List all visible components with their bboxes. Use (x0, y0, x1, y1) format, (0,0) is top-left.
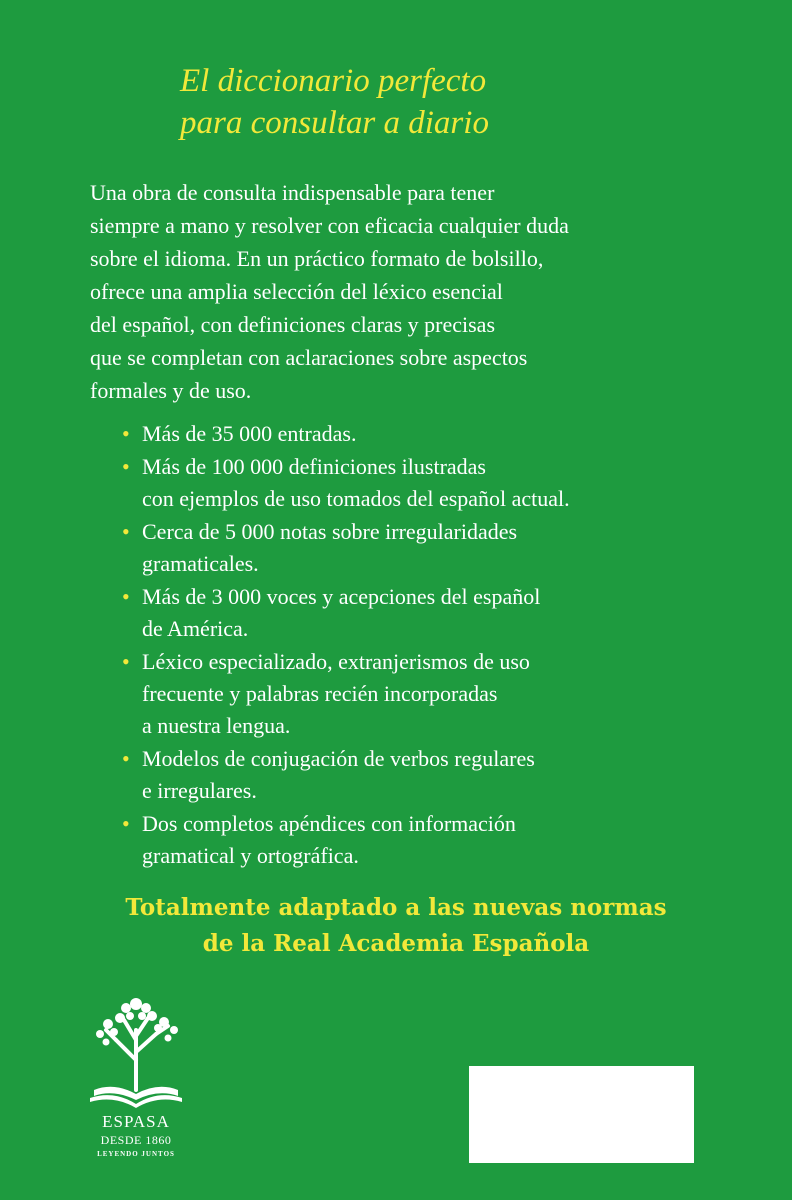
bullet-icon: • (122, 519, 130, 544)
feature-line: Dos completos apéndices con información (142, 811, 516, 836)
feature-line: a nuestra lengua. (142, 713, 291, 738)
feature-item (120, 516, 720, 580)
feature-item (120, 418, 720, 450)
bullet-icon: • (122, 811, 130, 836)
bullet-icon: • (122, 421, 130, 446)
feature-line: de América. (142, 616, 249, 641)
feature-item (120, 451, 720, 515)
feature-line: Modelos de conjugación de verbos regulares (142, 746, 535, 771)
intro-line: sobre el idioma. En un práctico formato de bolsillo, (90, 246, 544, 271)
intro-paragraph (90, 176, 710, 407)
bullet-icon: • (122, 649, 130, 674)
rae-notice (0, 890, 792, 962)
intro-line: Una obra de consulta indispensable para tener (90, 180, 495, 205)
publisher-since: DESDE 1860 (100, 1133, 172, 1147)
tagline-line-1: El diccionario perfecto (180, 63, 487, 99)
feature-line: con ejemplos de uso tomados del español actual. (142, 486, 570, 511)
intro-line: formales y de uso. (90, 378, 252, 403)
bullet-icon: • (122, 584, 130, 609)
notice-line-1: Totalmente adaptado a las nuevas normas (125, 894, 667, 921)
feature-list (120, 418, 720, 873)
notice-line-2: de la Real Academia Española (202, 930, 590, 957)
feature-line: gramaticales. (142, 551, 259, 576)
feature-line: Cerca de 5 000 notas sobre irregularidades (142, 519, 518, 544)
publisher-name: ESPASA (102, 1112, 170, 1131)
tree-book-logo-icon (86, 990, 186, 1112)
feature-line: Léxico especializado, extranjerismos de uso (142, 649, 530, 674)
feature-line: Más de 35 000 entradas. (142, 421, 357, 446)
publisher-motto: LEYENDO JUNTOS (97, 1150, 175, 1158)
bullet-icon: • (122, 746, 130, 771)
intro-line: ofrece una amplia selección del léxico esencial (90, 279, 503, 304)
feature-line: frecuente y palabras recién incorporadas (142, 681, 498, 706)
barcode-placeholder (469, 1066, 694, 1163)
tagline (180, 60, 489, 144)
feature-line: Más de 3 000 voces y acepciones del español (142, 584, 541, 609)
feature-line: gramatical y ortográfica. (142, 843, 359, 868)
intro-line: siempre a mano y resolver con eficacia cualquier duda (90, 213, 569, 238)
feature-item (120, 743, 720, 807)
feature-item (120, 808, 720, 872)
publisher-logo (86, 990, 186, 1170)
feature-line: Más de 100 000 definiciones ilustradas (142, 454, 486, 479)
bullet-icon: • (122, 454, 130, 479)
intro-line: del español, con definiciones claras y precisas (90, 312, 496, 337)
feature-item (120, 646, 720, 742)
feature-line: e irregulares. (142, 778, 257, 803)
tagline-line-2: para consultar a diario (180, 105, 489, 141)
intro-line: que se completan con aclaraciones sobre aspectos (90, 345, 528, 370)
feature-item (120, 581, 720, 645)
